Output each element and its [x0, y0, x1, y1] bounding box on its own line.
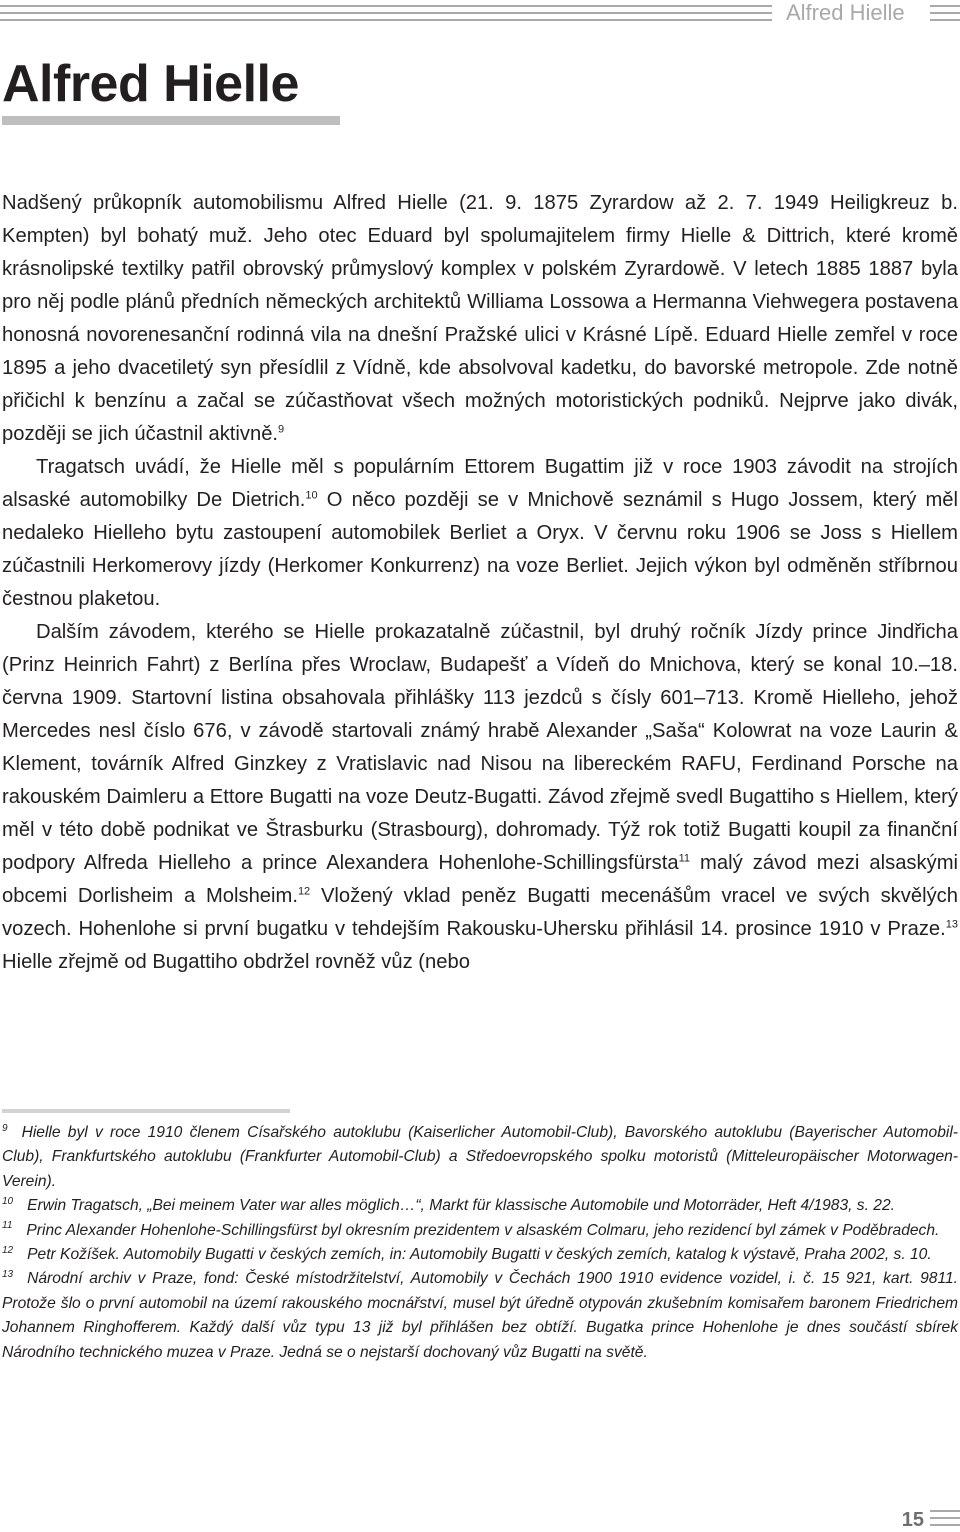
running-head-lines	[930, 5, 960, 22]
page-number-lines	[930, 1510, 960, 1528]
footnote-reference: 10	[305, 489, 318, 502]
footnote	[2, 1121, 958, 1194]
running-head	[0, 0, 960, 26]
page-number: 15	[901, 1509, 924, 1531]
footnote-text: Hielle byl v roce 1910 členem Císařského autoklubu (Kaiserlicher Automobil-Club), Bavorského autoklubu (Bayerischer Automobil-Club), Frankfurtského autoklubu (Frankfurter Automobil-Club) a Středoevropského spolku motoristů (Mitteleuropäischer Motorwagen-Verein).	[2, 1124, 958, 1190]
footnote	[2, 1194, 958, 1218]
footnote	[2, 1243, 958, 1267]
paragraph-text: malý závod mezi alsaskými obcemi Dorlisheim a Molsheim.	[2, 852, 959, 907]
footnotes	[2, 1121, 958, 1365]
paragraph-text: Nadšený průkopník automobilismu Alfred Hielle (21. 9. 1875 Zyrardow až 2. 7. 1949 Heiligkreuz b. Kempten) byl bohatý muž. Jeho otec Eduard byl spolumajitelem firmy Hielle & Dittrich, které kromě krásnolipské textilky patřil obrovský průmyslový komplex v polském Zyrardowě. V letech 1885 1887 byla pro něj podle plánů předních německých architektů Williama Lossowa a Hermanna Viehwegera postavena honosná novorenesanční rodinná vila na dnešní Pražské ulici v Krásné Lípě. Eduard Hielle zemřel v roce 1895 a jeho dvacetiletý syn přesídlil z Vídně, kde absolvoval kadetku, do bavorské metropole. Zde notně přičichl k benzínu a začal se zúčastňovat všech možných motoristických podniků. Nejprve jako divák, později se jich účastnil aktivně.	[2, 192, 958, 445]
paragraph-text: Vložený vklad peněz Bugatti mecenášům vracel ve svých skvělých vozech. Hohenlohe si první bugatku v tehdejším Rakousku-Uhersku přihlásil 14. prosince 1910 v Praze.	[2, 885, 958, 940]
running-head-rule	[0, 5, 772, 22]
footnote-number: 10	[2, 1196, 14, 1208]
footnote-number: 9	[2, 1122, 8, 1134]
title-underline	[2, 116, 340, 125]
body-paragraph	[2, 616, 958, 979]
running-head-title: Alfred Hielle	[786, 0, 905, 25]
footnote-number: 13	[2, 1269, 14, 1281]
footnote	[2, 1219, 958, 1243]
body-paragraph	[2, 187, 958, 451]
footnote-number: 12	[2, 1244, 14, 1256]
body-paragraph	[2, 451, 958, 616]
footnote-text: Princ Alexander Hohenlohe-Schillingsfürst byl okresním prezidentem v alsaském Colmaru, jeho rezidencí byl zámek v Poděbradech.	[26, 1221, 940, 1239]
footnote	[2, 1267, 958, 1365]
footnote-text: Erwin Tragatsch, „Bei meinem Vater war alles möglich…“, Markt für klassische Automobile und Motorräder, Heft 4/1983, s. 22.	[27, 1197, 895, 1215]
footnote-number: 11	[2, 1220, 13, 1232]
footnote-reference: 11	[678, 852, 690, 865]
footnote-reference: 9	[278, 423, 285, 436]
paragraph-text: Dalším závodem, kterého se Hielle prokazatalně zúčastnil, byl druhý ročník Jízdy prince Jindřicha (Prinz Heinrich Fahrt) z Berlína přes Wroclaw, Budapešť a Vídeň do Mnichova, který se konal 10.–18. června 1909. Startovní listina obsahovala přihlášky 113 jezdců s čísly 601–713. Kromě Hielleho, jehož Mercedes nesl číslo 676, v závodě startovali známý hrabě Alexander „Saša“ Kolowrat na voze Laurin & Klement, továrník Alfred Ginzkey z Vratislavic nad Nisou na libereckém RAFU, Ferdinand Porsche na rakouském Daimleru a Ettore Bugatti na voze Deutz-Bugatti. Závod zřejmě svedl Bugattiho s Hiellem, který měl v této době podnikat ve Štrasburku (Strasbourg), dohromady. Týž rok totiž Bugatti koupil za finanční podpory Alfreda Hielleho a prince Alexandera Hohenlohe-Schillingsfürsta	[2, 621, 958, 874]
footnote-reference: 12	[297, 885, 311, 898]
paragraph-text: Hielle zřejmě od Bugattiho obdržel rovněž vůz (nebo	[2, 951, 470, 973]
footnote-text: Petr Kožíšek. Automobily Bugatti v českých zemích, in: Automobily Bugatti v českých zemích, katalog k výstavě, Praha 2002, s. 10.	[27, 1246, 932, 1264]
footnote-text: Národní archiv v Praze, fond: České místodržitelství, Automobily v Čechách 1900 1910 evidence vozidel, i. č. 15 921, kart. 9811. Protože šlo o první automobil na území rakouského mocnářství, musel být úředně otypován zkušebním komisařem baronem Friedrichem Johannem Ringhofferem. Každý další vůz typu 13 již byl přihlášen bez obtíží. Bugatka prince Hohenlohe je dnes součástí sbírek Národního technického muzea v Praze. Jedná se o nejstarší dochovaný vůz Bugatti na světě.	[2, 1270, 958, 1361]
paragraph-text: O něco později se v Mnichově seznámil s Hugo Jossem, který měl nedaleko Hielleho bytu zastoupení automobilek Berliet a Oryx. V červnu roku 1906 se Joss s Hiellem zúčastnili Herkomerovy jízdy (Herkomer Konkurrenz) na voze Berliet. Jejich výkon byl odměněn stříbrnou čestnou plaketou.	[2, 489, 958, 610]
footnote-rule	[2, 1109, 290, 1113]
body-text	[2, 187, 958, 979]
footnote-reference: 13	[945, 918, 958, 931]
paragraph-text: Tragatsch uvádí, že Hielle měl s populárním Ettorem Bugattim již v roce 1903 závodit na strojích alsaské automobilky De Dietrich.	[2, 456, 958, 511]
chapter-title: Alfred Hielle	[2, 55, 299, 113]
